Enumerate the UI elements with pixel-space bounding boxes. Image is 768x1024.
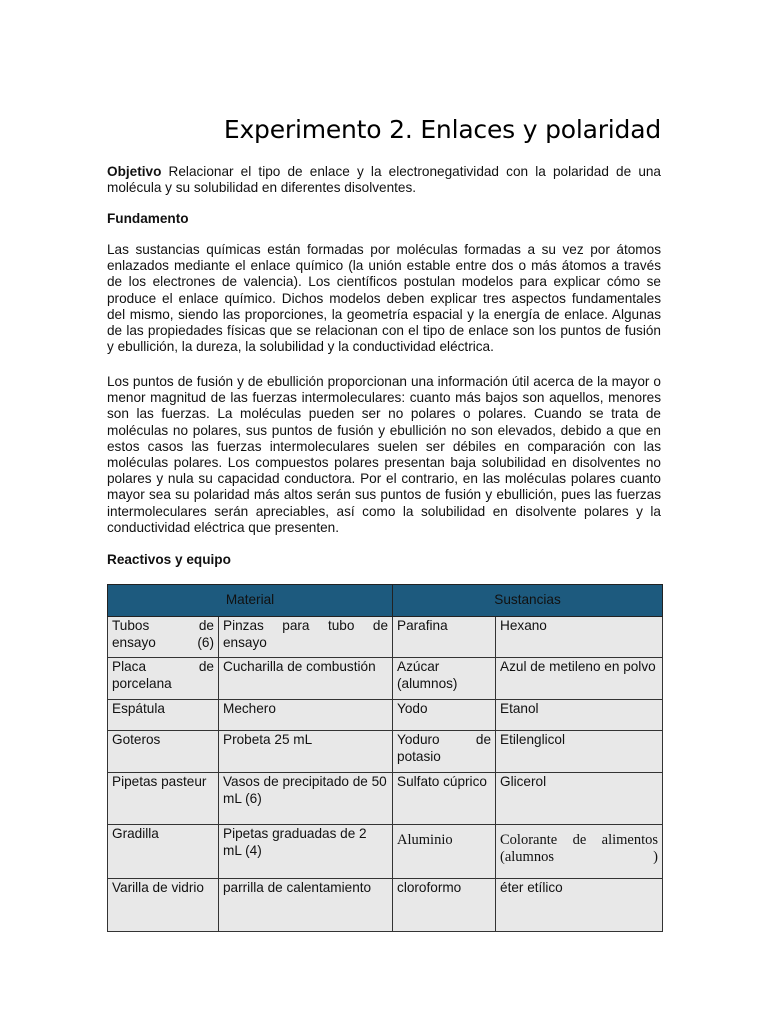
- table-cell: Probeta 25 mL: [219, 731, 393, 773]
- table-row: [108, 700, 663, 731]
- table-header-row: [108, 585, 663, 617]
- table-cell: Goteros: [108, 731, 219, 773]
- materials-table: [107, 584, 663, 932]
- table-cell: Azúcar (alumnos): [393, 658, 496, 700]
- table-row: [108, 773, 663, 825]
- table-row: [108, 731, 663, 773]
- page-title: Experimento 2. Enlaces y polaridad: [223, 115, 661, 144]
- table-cell: Tubos de ensayo (6): [108, 617, 219, 658]
- table-cell: Etilenglicol: [496, 731, 663, 773]
- table-cell: Glicerol: [496, 773, 663, 825]
- table-cell: Placa de porcelana: [108, 658, 219, 700]
- table-row: [108, 879, 663, 932]
- table-cell: Espátula: [108, 700, 219, 731]
- header-sustancias: Sustancias: [393, 585, 663, 617]
- table-cell: Gradilla: [108, 825, 219, 879]
- table-cell: Yoduro de potasio: [393, 731, 496, 773]
- table-row: [108, 825, 663, 879]
- table-cell: Azul de metileno en polvo: [496, 658, 663, 700]
- table-cell: Pipetas graduadas de 2 mL (4): [219, 825, 393, 879]
- table-cell: Cucharilla de combustión: [219, 658, 393, 700]
- table-cell: Hexano: [496, 617, 663, 658]
- table-row: [108, 617, 663, 658]
- table-cell: Varilla de vidrio: [108, 879, 219, 932]
- fundamento-paragraph-2: Los puntos de fusión y de ebullición proporcionan una información útil acerca de la mayor o menor magnitud de las fuerzas intermoleculares: cuanto más bajos son aquellos, menores son las fuerzas. La moléculas pueden ser no polares o polares. Cuando se trata de moléculas no polares, sus puntos de fusión y ebullición no son elevados, debido a que en estos casos las fuerzas intermoleculares suelen ser débiles en comparación con las moléculas polares. Los compuestos polares presentan baja solubilidad en disolventes no polares y nula su capacidad conductora. Por el contrario, en las moléculas polares cuanto mayor sea su polaridad más altos serán sus puntos de fusión y ebullición, pues las fuerzas intermoleculares serán apreciables, así como la solubilidad en disolvente polares y la conductividad eléctrica que presenten.: [107, 374, 661, 535]
- table-cell: Vasos de precipitado de 50 mL (6): [219, 773, 393, 825]
- objective-label: Objetivo: [107, 164, 162, 179]
- table-cell: Mechero: [219, 700, 393, 731]
- objective-text: Relacionar el tipo de enlace y la electronegatividad con la polaridad de una molécula y su solubilidad en diferentes disolventes.: [107, 164, 661, 196]
- table-cell: Yodo: [393, 700, 496, 731]
- table-cell: éter etílico: [496, 879, 663, 932]
- table-row: [108, 658, 663, 700]
- header-material: Material: [108, 585, 393, 617]
- table-cell: parrilla de calentamiento: [219, 879, 393, 932]
- fundamento-paragraph-1: Las sustancias químicas están formadas por moléculas formadas a su vez por átomos enlazados mediante el enlace químico (la unión estable entre dos o más átomos a través de los electrones de valencia). Los científicos postulan modelos para explicar cómo se produce el enlace químico. Dichos modelos deben explicar tres aspectos fundamentales del mismo, siendo las proporciones, la geometría espacial y la energía de enlace. Algunas de las propiedades físicas que se relacionan con el tipo de enlace son los puntos de fusión y ebullición, la dureza, la solubilidad y la conductividad eléctrica.: [107, 242, 661, 355]
- table-cell: cloroformo: [393, 879, 496, 932]
- table-cell: Etanol: [496, 700, 663, 731]
- objective-paragraph: [107, 164, 661, 196]
- table-cell: Aluminio: [393, 825, 496, 879]
- reactivos-heading: Reactivos y equipo: [107, 552, 231, 567]
- fundamento-heading: Fundamento: [107, 211, 189, 226]
- table-cell: Pipetas pasteur: [108, 773, 219, 825]
- table-cell: Colorante de alimentos (alumnos ): [496, 825, 663, 879]
- table-cell: Pinzas para tubo de ensayo: [219, 617, 393, 658]
- table-cell: Parafina: [393, 617, 496, 658]
- table-cell: Sulfato cúprico: [393, 773, 496, 825]
